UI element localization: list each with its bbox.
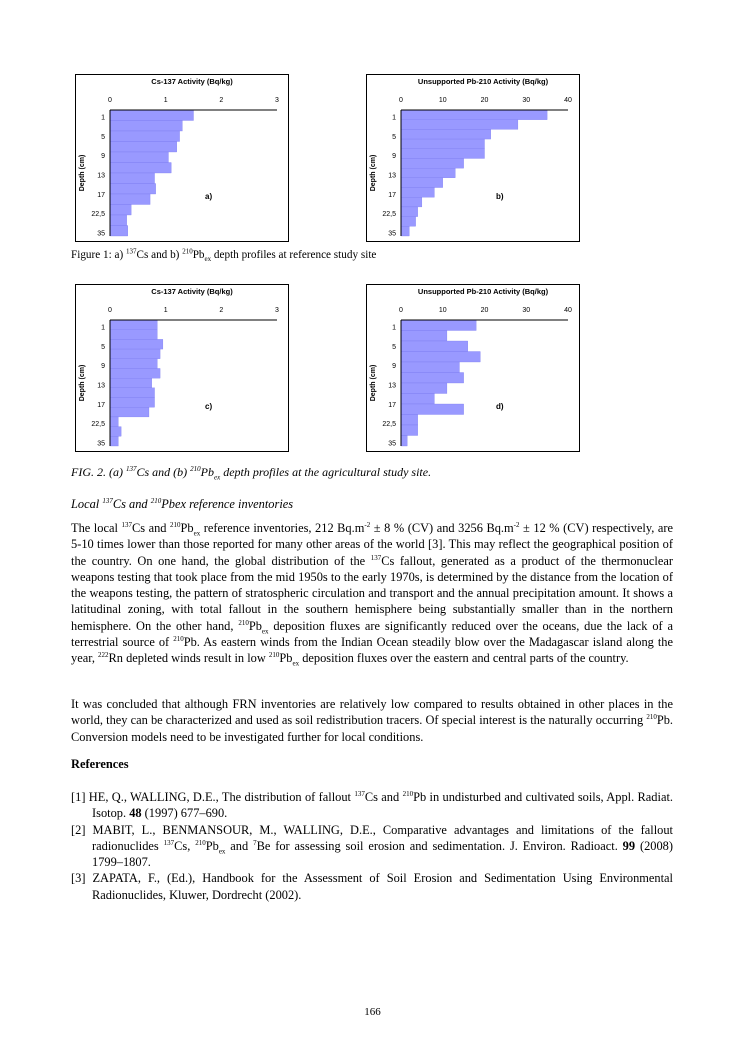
chart-fig1b-svg [366,74,580,242]
bar [401,383,447,394]
y-tick-label: 13 [97,382,105,390]
chart-fig1b [366,74,580,242]
bar [110,152,168,163]
bar [110,131,180,142]
bar [110,388,155,398]
y-tick-label: 13 [97,172,105,180]
chart-fig2d-svg [366,284,580,452]
chart-title: Unsupported Pb-210 Activity (Bq/kg) [417,77,549,86]
y-tick-label: 1 [392,324,396,332]
x-tick-label: 20 [480,97,489,104]
bar [401,352,480,363]
chart-title: Cs-137 Activity (Bq/kg) [151,77,233,86]
y-tick-label: 35 [388,440,396,448]
x-tick-label: 10 [438,97,447,104]
chart-fig1a-svg [75,74,289,242]
reference-item: [3] ZAPATA, F., (Ed.), Handbook for the Assessment of Soil Erosion and Sedimentation Using Environmental Radionuclides, Kluwer, Dordrecht (2002). [71,871,673,902]
x-tick-label: 1 [163,307,168,314]
bar [401,226,409,236]
bar [401,139,485,149]
x-tick-label: 3 [275,97,279,104]
y-tick-label: 22,5 [91,211,105,219]
y-tick-label: 9 [101,363,105,371]
references-list [71,789,673,903]
bar [110,378,152,388]
bar [110,215,127,226]
bar [401,149,485,159]
figure1-caption: Figure 1: a) $^{137}$Cs and b) $^{210}Pb_{ex}$ depth profiles at reference study site [71,247,377,264]
page-number: 166 [364,1006,381,1018]
x-tick-label: 3 [275,307,279,314]
bar [110,398,155,408]
bar [110,320,157,330]
bar [401,178,443,188]
y-tick-label: 9 [392,153,396,161]
bar [110,121,182,132]
bar [401,373,464,384]
bar [401,129,491,139]
x-tick-label: 20 [480,307,489,314]
bar [110,110,194,121]
bar [401,436,407,447]
y-tick-label: 9 [392,363,396,371]
y-tick-label: 17 [388,191,396,199]
x-tick-label: 0 [108,307,112,314]
bar [110,339,163,349]
chart-fig2d [366,284,580,452]
bar [401,362,459,373]
bar [401,404,464,415]
bar [401,110,547,120]
x-tick-label: 0 [399,97,403,104]
bar [110,184,156,195]
y-tick-label: 13 [388,382,396,390]
bar [110,330,157,340]
bar [401,320,476,331]
paragraph-conclusion: It was concluded that although FRN inventories are relatively low compared to results obtained in other places in the world, they can be characterized and used as soil redistribution tracers. Of special interest is the naturally occurring $^{210}$Pb. Conversion models need to be investigated further for local conditions. [71,697,673,744]
y-tick-label: 35 [97,440,105,448]
y-tick-label: 5 [392,133,396,141]
y-axis-label: Depth (cm) [79,364,86,402]
chart-title: Cs-137 Activity (Bq/kg) [151,287,233,296]
bar [401,425,418,436]
x-tick-label: 10 [438,307,447,314]
paragraph-inventories: The local $^{137}$Cs and $^{210}Pb_{ex}$ reference inventories, 212 $Bq.m^{-2} \pm 8$ % (CV) and 3256 $Bq.m^{-2} \pm 12$ % (CV) respectively, are 5-10 times lower than those reported for many other areas of the world [3]. This may reflect the geographical position of the country. On one hand, the global distribution of the $^{137}$Cs fallout, generated as a product of the thermonuclear weapons testing that took place from the mid 1950s to the early 1970s, is determined by the distance from the location of the weapons testing, the pattern of stratospheric circulation and transport and the annual precipitation amount. It shows a latitudinal zoning, with total fallout in the southern hemisphere being substantially smaller than in the northern hemisphere. On the other hand, $^{210}Pb_{ex}$ deposition fluxes are significantly reduced over the oceans, due the lack of a terrestrial source of $^{210}$Pb. As eastern winds from the Indian Ocean steadily blow over the Madagascar island along the year, $^{222}$Rn depleted winds result in low $^{210}Pb_{ex}$ deposition fluxes over the eastern and central parts of the country. [71,520,673,668]
bar [401,415,418,426]
bar [110,427,121,437]
bar [401,188,434,198]
y-tick-label: 13 [388,172,396,180]
y-tick-label: 35 [388,230,396,238]
y-tick-label: 1 [392,114,396,122]
reference-item: [2] MABIT, L., BENMANSOUR, M., WALLING, D.E., Comparative advantages and limitations of the fallout radionuclides $^{137}$Cs, $^{210}Pb_{ex}$ and $^7$Be for assessing soil erosion and sedimentation. J. Environ. Radioact. 99 (2008) 1799–1807. [71,822,673,870]
x-tick-label: 30 [522,307,531,314]
chart-fig2c [75,284,289,452]
bar [110,194,150,205]
x-tick-label: 40 [564,307,572,314]
chart-title: Unsupported Pb-210 Activity (Bq/kg) [417,287,549,296]
bar [401,120,518,130]
y-tick-label: 22,5 [382,421,396,429]
panel-label: b) [496,192,504,201]
bar [401,197,422,207]
bar [401,394,434,405]
section-heading: Local $^{137}$Cs and $^{210}$Pbex reference inventories [71,496,294,511]
bar [401,331,447,342]
bar [110,359,157,369]
y-axis-label: Depth (cm) [79,154,86,192]
y-tick-label: 5 [101,343,105,351]
y-tick-label: 17 [388,401,396,409]
x-tick-label: 0 [108,97,112,104]
bar [401,207,418,217]
y-tick-label: 1 [101,114,105,122]
bar [110,436,118,446]
bar [110,417,118,427]
x-tick-label: 1 [163,97,168,104]
bar [401,217,416,227]
reference-item: [1] HE, Q., WALLING, D.E., The distribution of fallout $^{137}$Cs and $^{210}$Pb in undisturbed and cultivated soils, Appl. Radiat. Isotop. 48 (1997) 677–690. [71,789,673,821]
x-tick-label: 30 [522,97,531,104]
y-tick-label: 22,5 [91,421,105,429]
panel-label: c) [205,402,213,411]
bar [110,407,149,417]
x-tick-label: 40 [564,97,572,104]
y-tick-label: 5 [392,343,396,351]
bar [401,341,468,352]
bar [110,368,160,378]
figure2-caption: FIG. 2. (a) $^{137}$Cs and (b) $^{210}Pb_{ex}$ depth profiles at the agricultural study site. [71,465,432,482]
x-tick-label: 2 [219,307,224,314]
bar [110,349,160,359]
y-tick-label: 17 [97,191,105,199]
chart-fig1a [75,74,289,242]
y-tick-label: 5 [101,133,105,141]
bar [110,163,171,174]
panel-label: d) [496,402,504,411]
y-axis-label: Depth (cm) [370,154,377,192]
x-tick-label: 0 [399,307,403,314]
bar [110,205,131,216]
x-tick-label: 2 [219,97,224,104]
bar [110,226,128,237]
bar [110,173,155,184]
y-tick-label: 1 [101,324,105,332]
references-title: References [71,757,129,771]
y-tick-label: 17 [97,401,105,409]
panel-label: a) [205,192,213,201]
y-tick-label: 9 [101,153,105,161]
chart-fig2c-svg [75,284,289,452]
y-tick-label: 22,5 [382,211,396,219]
y-axis-label: Depth (cm) [370,364,377,402]
y-tick-label: 35 [97,230,105,238]
bar [401,168,455,178]
bar [110,142,177,153]
bar [401,158,464,168]
